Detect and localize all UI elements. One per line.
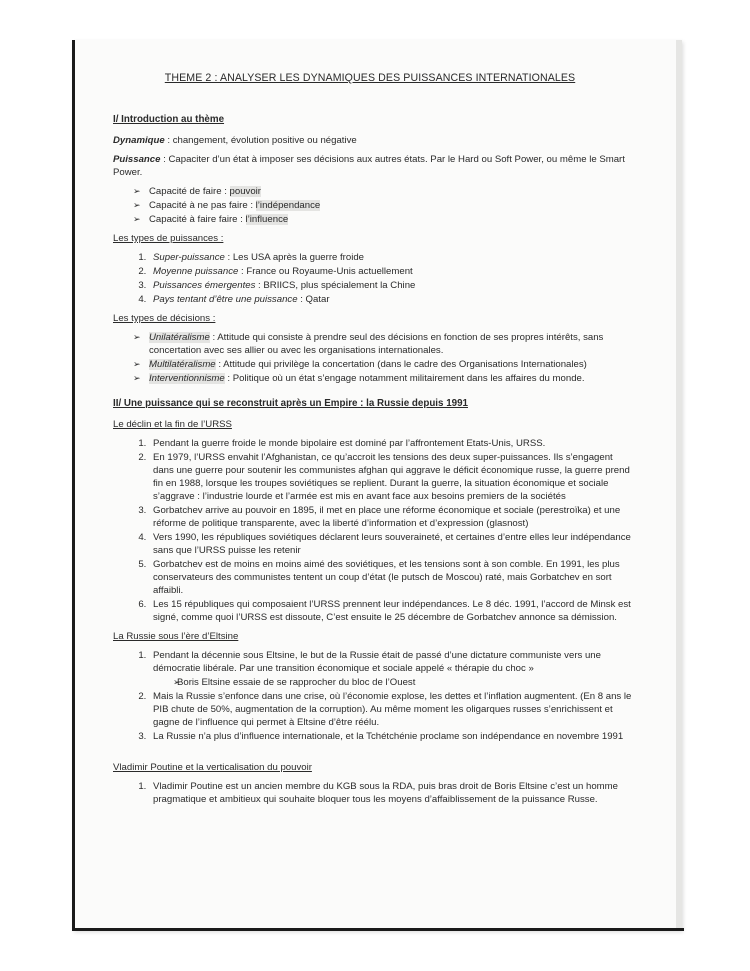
capacite-highlight: l’influence: [245, 214, 289, 225]
list-item: 5. Gorbatchev est de moins en moins aimé des soviétiques, et les tensions sont à son comble. En 1991, les plus conservateurs des communistes tentent un coup d’état (le putsch de Moscou) raté, mais Gorbatchev en sort affaibli.: [149, 558, 633, 597]
term-puissance: Puissance: [113, 154, 161, 165]
list-item: [133, 358, 633, 371]
eltsine-list: [131, 649, 633, 743]
urss-list: [131, 437, 633, 624]
item-text: : Attitude qui privilège la concertation (dans le cadre des Organisations Internationales): [215, 359, 587, 370]
item-term: Super-puissance: [153, 252, 225, 263]
list-item: 3. La Russie n’a plus d’influence internationale, et la Tchétchénie proclame son indépendance en novembre 1991: [149, 730, 633, 743]
eltsine-title: La Russie sous l’ère d’Eltsine: [113, 631, 239, 642]
item-term: Pays tentant d’être une puissance: [153, 294, 298, 305]
item-term: Moyenne puissance: [153, 266, 239, 277]
list-item: [149, 293, 633, 306]
capacite-text: Capacité à faire faire :: [149, 214, 246, 225]
capacite-highlight: l’indépendance: [255, 200, 321, 211]
section-1-title: I/ Introduction au thème: [113, 114, 225, 125]
list-item: 1. Pendant la guerre froide le monde bipolaire est dominé par l’affrontement Etats-Unis, URSS.: [149, 437, 633, 450]
types-decisions-list: [133, 331, 633, 385]
list-item: 4. Vers 1990, les républiques soviétiques déclarent leurs souveraineté, et certaines d’entre elles leur indépendance sans que l’URSS puisse les retenir: [149, 531, 633, 557]
item-text: : Les USA après la guerre froide: [224, 252, 365, 263]
capacite-highlight: pouvoir: [229, 186, 261, 197]
capacites-list: [133, 185, 633, 226]
theme-title: THEME 2 : ANALYSER LES DYNAMIQUES DES PUISSANCES INTERNATIONALES: [164, 72, 576, 84]
types-puissances-list: [131, 251, 633, 306]
list-item: [149, 265, 633, 278]
list-item: ➢ Boris Eltsine essaie de se rapprocher du bloc de l’Ouest: [173, 676, 633, 689]
item-term: Multilatéralisme: [149, 359, 216, 370]
item-text: : Attitude qui consiste à prendre seul des décisions en fonction de ses propres intérêts, sans concertation avec ses allier ou avec les organisations internationales.: [149, 332, 604, 356]
paper-bottom-edge: [72, 928, 684, 931]
list-item: [133, 213, 633, 226]
document-body: [113, 72, 633, 812]
item-text: Pendant la décennie sous Eltsine, le but de la Russie était de passé d’une dictature communiste vers une démocratie libérale. Par une transition économique et sociale appelé « thérapie du choc »: [153, 650, 601, 674]
def-puissance: : Capaciter d’un état à imposer ses décisions aux autres états. Par le Hard ou Soft Power, ou même le Smart Power.: [113, 154, 625, 178]
list-item: 3. Gorbatchev arrive au pouvoir en 1895, il met en place une réforme économique et sociale (perestroïka) et une réforme de politique transparente, avec la liberté d’information et d’expression (glasnost): [149, 504, 633, 530]
item-text: : BRIICS, plus spécialement la Chine: [255, 280, 416, 291]
list-item: [149, 251, 633, 264]
item-text: : Qatar: [297, 294, 330, 305]
paper-edge-shadow: [676, 40, 682, 930]
eltsine-sublist: [173, 676, 633, 689]
list-item: [149, 279, 633, 292]
list-item: 2. Mais la Russie s’enfonce dans une crise, où l’économie explose, les dettes et l’inflation augmentent. (En 8 ans le PIB chute de 50%, augmentation de la corruption). Au même moment les oligarques russes s’enrichissent et gagne de l’influence qui permet à Eltsine d’être réélu.: [149, 690, 633, 729]
poutine-list: [131, 780, 633, 806]
capacite-text: Capacité de faire :: [149, 186, 230, 197]
list-item: 2. En 1979, l’URSS envahit l’Afghanistan, ce qu’accroit les tensions des deux super-puissances. Ils s’engagent dans une guerre pour soutenir les communistes afghan qui aggrave le déficit économique russe, la guerre prend fin en 1988, lorsque les troupes soviétiques se replient. Durant la guerre, la situation économique et sociale s’aggrave : l’industrie lourde et l’armée est mis en avant face aux besoins premiers de la sociétés: [149, 451, 633, 503]
item-term: Unilatéralisme: [149, 332, 210, 343]
list-item: 6. Les 15 républiques qui composaient l’URSS prennent leur indépendances. Le 8 déc. 1991, l’accord de Minsk est signé, comme quoi l’URSS est dissoute, C’est ensuite le 25 décembre de Gorbatchev annonce sa démission.: [149, 598, 633, 624]
item-term: Puissances émergentes: [153, 280, 256, 291]
list-item: [133, 331, 633, 357]
urss-title: Le déclin et la fin de l’URSS: [113, 419, 232, 430]
types-decisions-title: Les types de décisions :: [113, 313, 216, 324]
term-dynamique: Dynamique: [113, 135, 165, 146]
definition-puissance: [113, 153, 633, 179]
definition-dynamique: [113, 134, 633, 147]
types-puissances-title: Les types de puissances :: [113, 233, 224, 244]
poutine-title: Vladimir Poutine et la verticalisation du pouvoir: [113, 762, 312, 773]
item-text: : Politique où un état s’engage notamment militairement dans les affaires du monde.: [224, 373, 585, 384]
item-term: Interventionnisme: [149, 373, 225, 384]
def-dynamique: : changement, évolution positive ou négative: [164, 135, 357, 146]
list-item: [133, 199, 633, 212]
list-item: [133, 185, 633, 198]
list-item: 1. Vladimir Poutine est un ancien membre du KGB sous la RDA, puis bras droit de Boris Eltsine c’est un homme pragmatique et ambitieux qui souhaite bloquer tous les moyens d’affaiblissement de la puissance Russe.: [149, 780, 633, 806]
section-2-title: II/ Une puissance qui se reconstruit après un Empire : la Russie depuis 1991: [113, 398, 468, 409]
list-item: [149, 649, 633, 689]
list-item: [133, 372, 633, 385]
item-text: : France ou Royaume-Unis actuellement: [238, 266, 413, 277]
capacite-text: Capacité à ne pas faire :: [149, 200, 256, 211]
